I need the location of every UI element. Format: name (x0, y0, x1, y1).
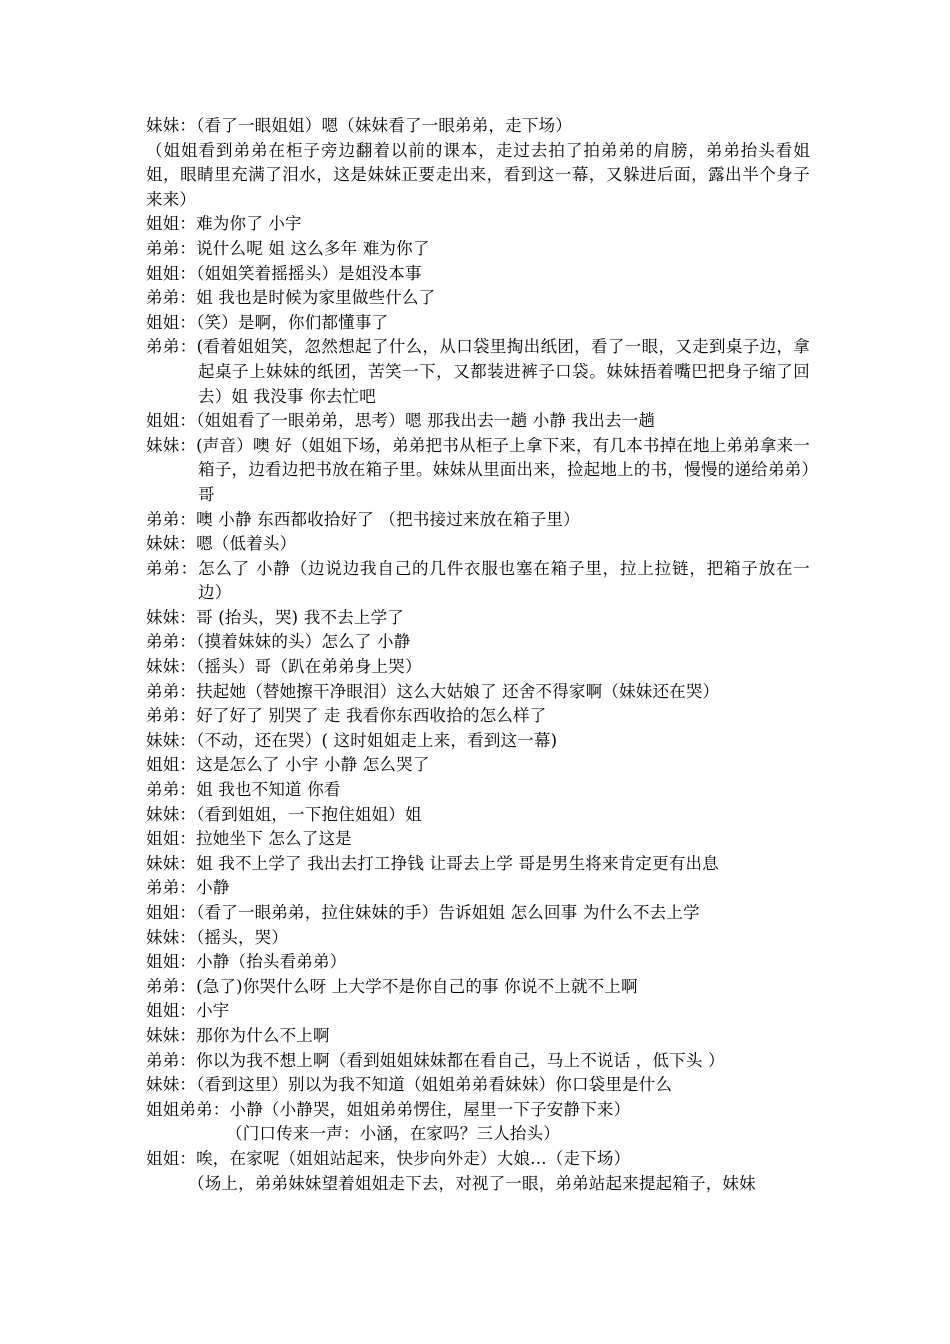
script-line: 姐姐：小静（抬头看弟弟） (146, 952, 347, 972)
script-line: 姐姐：（看了一眼弟弟，拉住妹妹的手）告诉姐姐 怎么回事 为什么不去上学 (146, 903, 700, 922)
script-line: 妹妹：嗯（低着头） (146, 534, 297, 554)
script-line: 妹妹：（看了一眼姐姐）嗯（妹妹看了一眼弟弟，走下场） (146, 116, 572, 135)
script-line: 妹妹：那你为什么不上啊 (146, 1025, 330, 1045)
script-line: 弟弟：姐 我也不知道 你看 (146, 780, 341, 800)
script-line: 妹妹：（摇头，哭） (146, 927, 289, 947)
script-line: 姐姐：拉她坐下 怎么了这是 (146, 829, 352, 849)
script-line: 弟弟：（摸着妹妹的头）怎么了 小静 (146, 632, 411, 652)
script-line: 弟弟：(急了)你哭什么呀 上大学不是你自己的事 你说不上就不上啊 (146, 976, 638, 996)
script-line: 姐姐：（姐姐笑着摇摇头）是姐没本事 (146, 263, 422, 283)
script-line: 姐姐：难为你了 小宇 (146, 214, 302, 234)
script-line: 姐姐：这是怎么了 小宇 小静 怎么哭了 (146, 755, 430, 775)
script-line: 弟弟：姐 我也是时候为家里做些什么了 (146, 288, 436, 308)
script-body (146, 114, 810, 1196)
script-line: 弟弟：小静 (146, 878, 230, 898)
script-line: 妹妹：（看到姐姐，一下抱住姐姐）姐 (146, 804, 422, 824)
stage-direction: （姐姐看到弟弟在柜子旁边翻着以前的课本，走过去拍了拍弟弟的肩膀，弟弟抬头看姐姐，眼睛里充满了泪水，这是妹妹正要走出来，看到这一幕，又躲进后面，露出半个身子来来） (146, 140, 810, 209)
script-line: 弟弟：(看着姐姐笑，忽然想起了什么，从口袋里掏出纸团，看了一眼，又走到桌子边，拿起桌子上妹妹的纸团，苦笑一下，又都装进裤子口袋。妹妹捂着嘴巴把身子缩了回去）姐 我没事 你去忙吧 (146, 337, 810, 406)
script-line: 妹妹：姐 我不上学了 我出去打工挣钱 让哥去上学 哥是男生将来肯定更有出息 (146, 853, 719, 873)
script-line: 姐姐：唉，在家呢（姐姐站起来，快步向外走）大娘…（走下场） (146, 1148, 631, 1168)
script-line: 弟弟：怎么了 小静（边说边我自己的几件衣服也塞在箱子里，拉上拉链，把箱子放在一边） (146, 558, 810, 603)
script-line: 妹妹：（不动，还在哭）( 这时姐姐走上来，看到这一幕) (146, 730, 558, 750)
script-line: 妹妹：哥 (抬头，哭) 我不去上学了 (146, 607, 404, 627)
script-line: 姐姐：（笑）是啊，你们都懂事了 (146, 312, 389, 332)
script-line: 弟弟：说什么呢 姐 这么多年 难为你了 (146, 238, 430, 258)
script-line: 妹妹：(声音）噢 好（姐姐下场，弟弟把书从柜子上拿下来，有几本书掉在地上弟弟拿来一箱子，边看边把书放在箱子里。妹妹从里面出来，捡起地上的书，慢慢的递给弟弟）哥 (146, 435, 810, 504)
stage-direction: （场上，弟弟妹妹望着姐姐走下去，对视了一眼，弟弟站起来提起箱子，妹妹 (188, 1173, 756, 1193)
script-line: 妹妹：（看到这里）别以为我不知道（姐姐弟弟看妹妹）你口袋里是什么 (146, 1075, 673, 1095)
script-line: 姐姐弟弟：小静（小静哭，姐姐弟弟愣住，屋里一下子安静下来） (146, 1099, 631, 1119)
script-line: 妹妹：（摇头）哥（趴在弟弟身上哭） (146, 657, 422, 677)
script-line: 弟弟：噢 小静 东西都收拾好了 （把书接过来放在箱子里） (146, 509, 580, 529)
stage-direction: （门口传来一声：小涵，在家吗？三人抬头） (226, 1124, 560, 1144)
script-line: 弟弟：扶起她（替她擦干净眼泪）这么大姑娘了 还舍不得家啊（妹妹还在哭） (146, 681, 720, 701)
script-line: 弟弟：你以为我不想上啊（看到姐姐妹妹都在看自己，马上不说话 ，低下头 ） (146, 1050, 725, 1070)
script-line: 姐姐：（姐姐看了一眼弟弟，思考）嗯 那我出去一趟 小静 我出去一趟 (146, 411, 656, 431)
script-line: 弟弟：好了好了 别哭了 走 我看你东西收拾的怎么样了 (146, 706, 547, 726)
script-line: 姐姐：小宇 (146, 1001, 230, 1021)
